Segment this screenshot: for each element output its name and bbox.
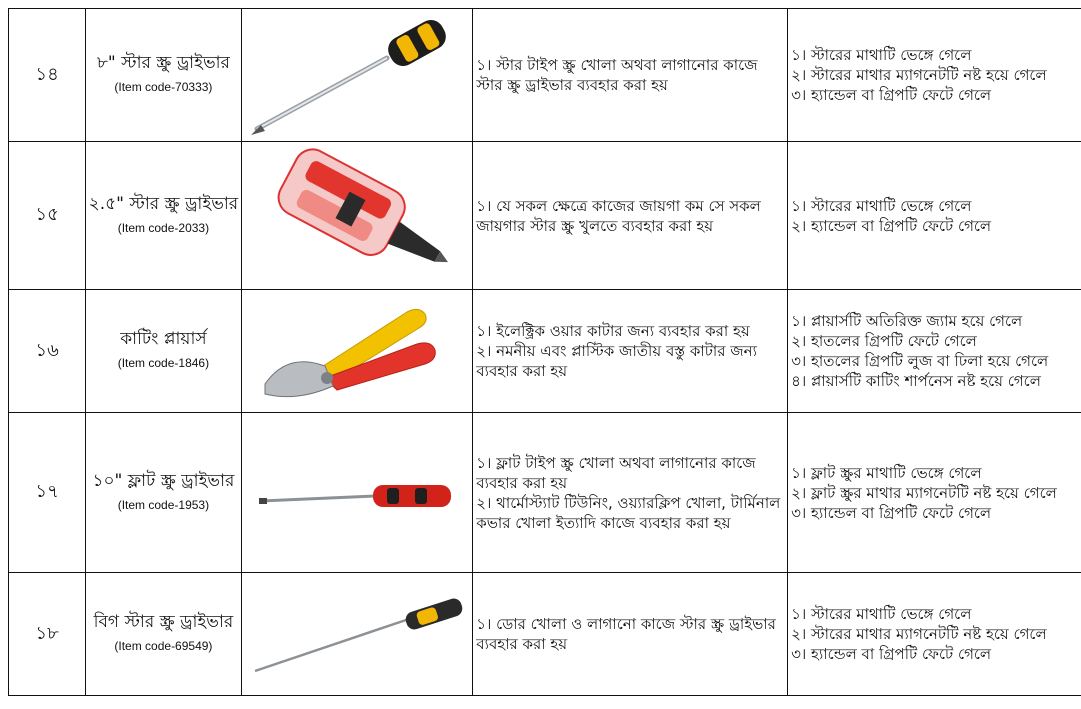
use-cell: [473, 573, 788, 696]
serial-number: ১৮: [9, 573, 86, 696]
tool-name-cell: [86, 413, 241, 573]
use-line: ২। থার্মোস্ট্যাট টিউনিং, ওয়্যারক্লিপ খোলা, টার্মিনাল কভার খোলা ইত্যাদি কাজে ব্যবহার করা হয়: [476, 493, 781, 532]
flat-screwdriver-icon: [247, 463, 467, 523]
item-code: (Item code-2033): [117, 220, 210, 235]
table-row: [9, 142, 1081, 290]
tool-image-cell: [241, 142, 473, 290]
tool-name: ২.৫" স্টার স্ক্রু ড্রাইভার: [88, 193, 239, 214]
serial-number: ১৫: [9, 142, 86, 290]
tool-name-cell: [86, 290, 241, 413]
failure-line: ৪। প্লায়ার্সটি কাটিং শার্পনেস নষ্ট হয়ে গেলে: [791, 372, 1041, 390]
tool-name: ১০" ফ্লাট স্ক্রু ড্রাইভার: [92, 470, 235, 491]
use-line: ১। ফ্লাট টাইপ স্ক্রু খোলা অথবা লাগানোর কাজে ব্যবহার করা হয়: [476, 453, 756, 492]
tool-image-cell: [241, 290, 473, 413]
tools-table: [8, 8, 1081, 696]
tool-name-cell: [86, 573, 241, 696]
failure-line: ২। ফ্লাট স্ক্রুর মাথার ম্যাগনেটটি নষ্ট হয়ে গেলে: [791, 483, 1057, 502]
use-line: ১। ডোর খোলা ও লাগানো কাজে স্টার স্ক্রু ড্রাইভার ব্যবহার করা হয়: [476, 615, 776, 653]
item-code: (Item code-69549): [114, 639, 213, 653]
item-code: (Item code-70333): [114, 80, 213, 94]
table-row: [9, 9, 1081, 142]
use-cell: [473, 9, 788, 142]
failure-line: ২। স্টারের মাথার ম্যাগনেটটি নষ্ট হয়ে গেলে: [791, 625, 1047, 643]
use-cell: [473, 413, 788, 573]
use-line: ১। স্টার টাইপ স্ক্রু খোলা অথবা লাগানোর কাজে স্টার স্ক্রু ড্রাইভার ব্যবহার করা হয়: [476, 56, 758, 94]
tool-name-cell: [86, 9, 241, 142]
failure-cell: [788, 573, 1081, 696]
failure-line: ১। প্লায়ার্সটি অতিরিক্ত জ্যাম হয়ে গেলে: [791, 312, 1023, 330]
serial-number: ১৬: [9, 290, 86, 413]
table-row: [9, 413, 1081, 573]
serial-number: ১৪: [9, 9, 86, 142]
tool-name-cell: [86, 142, 241, 290]
use-cell: [473, 142, 788, 290]
serial-number: ১৭: [9, 413, 86, 573]
failure-line: ৩। হ্যান্ডেল বা গ্রিপটি ফেটে গেলে: [791, 645, 992, 663]
star-screwdriver-8in-icon: [247, 13, 467, 138]
long-star-screwdriver-icon: [247, 589, 467, 679]
failure-line: ৩। হাতলের গ্রিপটি লুজ বা ঢিলা হয়ে গেলে: [791, 352, 1049, 370]
failure-line: ১। স্টারের মাথাটি ভেঙ্গে গেলে: [791, 196, 972, 215]
tool-image-cell: [241, 573, 473, 696]
failure-line: ১। স্টারের মাথাটি ভেঙ্গে গেলে: [791, 46, 972, 64]
use-line: ১। যে সকল ক্ষেত্রে কাজের জায়গা কম সে সকল জায়গার স্টার স্ক্রু খুলতে ব্যবহার করা হয়: [476, 196, 761, 235]
stubby-screwdriver-icon: [247, 146, 467, 286]
cutting-pliers-icon: [247, 292, 467, 410]
tool-name: বিগ স্টার স্ক্রু ড্রাইভার: [93, 612, 234, 632]
use-line: ২। নমনীয় এবং প্লাস্টিক জাতীয় বস্তু কাটার জন্য ব্যবহার করা হয়: [476, 342, 757, 380]
tool-image-cell: [241, 9, 473, 142]
failure-line: ২। হাতলের গ্রিপটি ফেটে গেলে: [791, 332, 977, 350]
tool-name: ৮" স্টার স্ক্রু ড্রাইভার: [96, 53, 230, 73]
failure-line: ৩। হ্যান্ডেল বা গ্রিপটি ফেটে গেলে: [791, 503, 992, 522]
failure-cell: [788, 290, 1081, 413]
failure-cell: [788, 413, 1081, 573]
use-line: ১। ইলেক্ট্রিক ওয়ার কাটার জন্য ব্যবহার করা হয়: [476, 322, 750, 340]
failure-line: ১। স্টারের মাথাটি ভেঙ্গে গেলে: [791, 605, 972, 623]
item-code: (Item code-1846): [117, 356, 210, 370]
failure-line: ২। হ্যান্ডেল বা গ্রিপটি ফেটে গেলে: [791, 216, 992, 235]
failure-line: ২। স্টারের মাথার ম্যাগনেটটি নষ্ট হয়ে গেলে: [791, 66, 1047, 84]
failure-line: ১। ফ্লাট স্ক্রুর মাথাটি ভেঙ্গে গেলে: [791, 463, 982, 482]
table-row: [9, 573, 1081, 696]
table-row: [9, 290, 1081, 413]
item-code: (Item code-1953): [117, 497, 210, 512]
failure-cell: [788, 142, 1081, 290]
tool-name: কাটিং প্লায়ার্স: [120, 329, 207, 349]
failure-cell: [788, 9, 1081, 142]
use-cell: [473, 290, 788, 413]
tool-image-cell: [241, 413, 473, 573]
failure-line: ৩। হ্যান্ডেল বা গ্রিপটি ফেটে গেলে: [791, 86, 992, 104]
